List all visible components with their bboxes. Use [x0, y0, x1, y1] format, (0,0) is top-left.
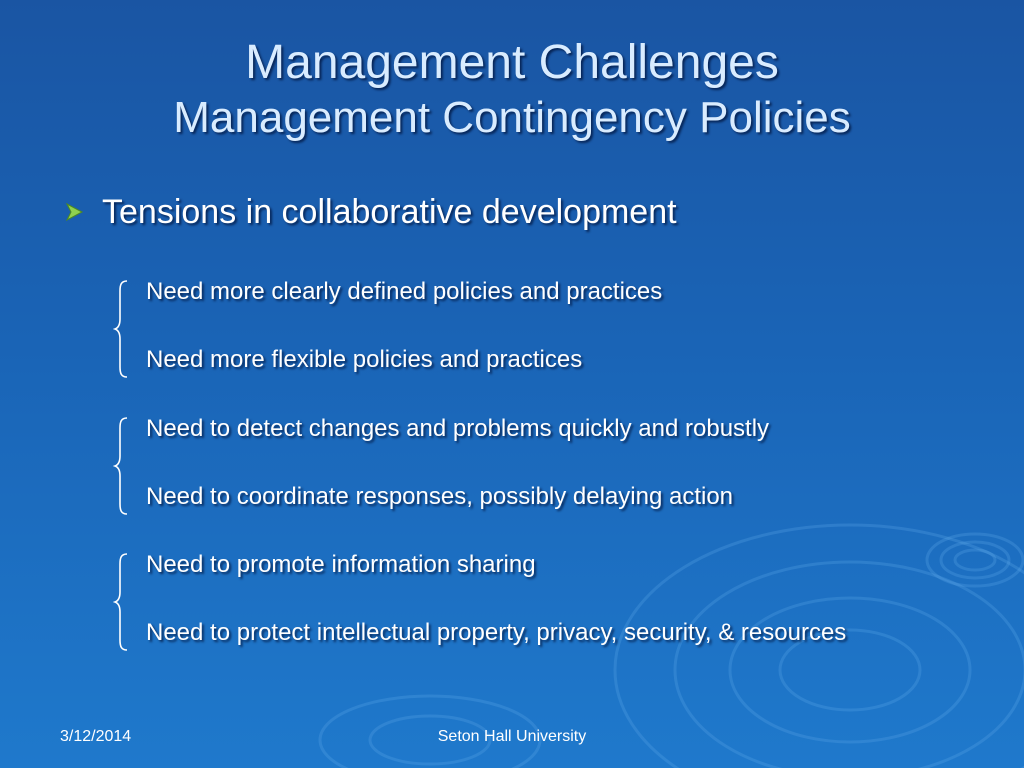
tension-item: Need to detect changes and problems quickly and robustly — [146, 415, 770, 442]
left-brace-icon — [113, 416, 131, 516]
tension-item: Need more flexible policies and practices — [146, 346, 583, 373]
footer-date: 3/12/2014 — [60, 728, 132, 745]
tension-item: Need to coordinate responses, possibly delaying action — [146, 483, 734, 510]
tension-item: Need to promote information sharing — [146, 551, 536, 578]
slide-title-block — [0, 34, 1024, 144]
left-brace-icon — [113, 279, 131, 379]
left-brace-icon — [113, 552, 131, 652]
tension-group-detection — [113, 414, 1003, 522]
tension-item: Need to protect intellectual property, privacy, security, & resources — [146, 619, 847, 646]
arrow-bullet-icon — [64, 201, 86, 223]
slide-title: Management Challenges — [245, 36, 779, 89]
footer-organization: Seton Hall University — [437, 728, 587, 745]
tension-item: Need more clearly defined policies and practices — [146, 278, 663, 305]
main-bullet-text: Tensions in collaborative development — [102, 193, 677, 231]
tension-group-sharing — [113, 550, 1003, 658]
main-bullet — [64, 190, 677, 234]
tension-group-policies — [113, 277, 1003, 385]
slide-subtitle: Management Contingency Policies — [173, 93, 851, 142]
